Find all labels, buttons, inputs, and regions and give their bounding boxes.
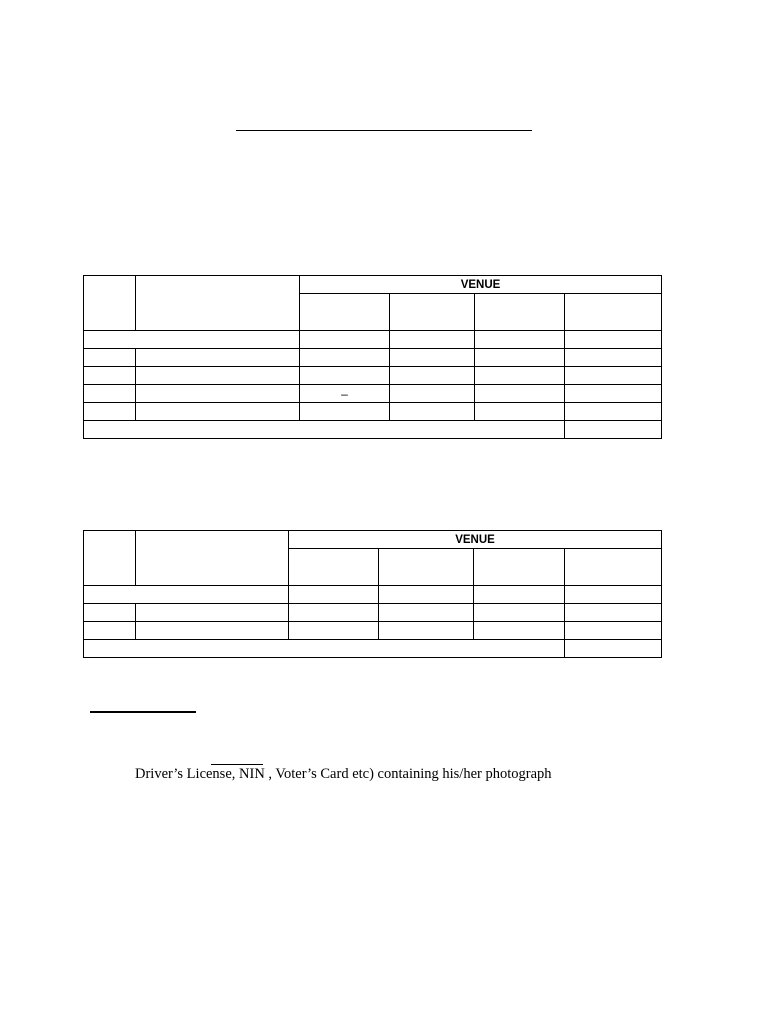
- table1-venue-header: VENUE: [300, 276, 662, 294]
- section-heading-underline: [90, 711, 196, 713]
- table-row: [84, 367, 662, 385]
- table2-venue-col-2: [379, 549, 474, 586]
- table-row: [84, 403, 662, 421]
- venue-table-2: [83, 530, 662, 658]
- table-row: [84, 331, 662, 349]
- table2-venue-col-4: [565, 549, 662, 586]
- table1-venue-col-1: [300, 294, 390, 331]
- table2-sn-header-cell: [84, 531, 136, 586]
- table1-sn-header-cell: [84, 276, 136, 331]
- table-row: [84, 622, 662, 640]
- text-overline: [211, 764, 263, 765]
- table-row: [84, 586, 662, 604]
- table2-venue-col-3: [474, 549, 565, 586]
- table1-venue-col-4: [565, 294, 662, 331]
- table2-total-row: [84, 640, 662, 658]
- table2-item-header-cell: [136, 531, 289, 586]
- table2-venue-col-1: [289, 549, 379, 586]
- table-row: [84, 349, 662, 367]
- venue-table-1: [83, 275, 662, 439]
- table-row: [84, 385, 662, 403]
- title-underline: [236, 130, 532, 131]
- table1-total-row: [84, 421, 662, 439]
- table1-item-header-cell: [136, 276, 300, 331]
- id-requirement-text: Driver’s License, NIN , Voter’s Card etc) containing his/her photograph: [135, 766, 552, 782]
- table-row: [84, 604, 662, 622]
- table1-venue-col-2: [390, 294, 475, 331]
- table1-venue-col-3: [475, 294, 565, 331]
- table2-venue-header: VENUE: [289, 531, 662, 549]
- table1-stray-mark: –: [300, 385, 390, 403]
